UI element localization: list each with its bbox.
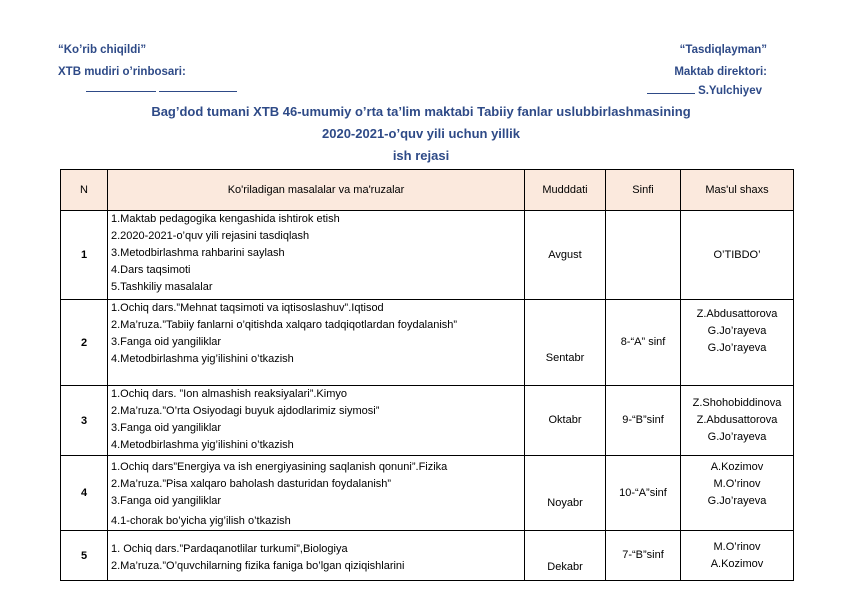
row-number: 1	[61, 211, 108, 300]
table-row	[61, 531, 794, 581]
row-topics	[108, 300, 525, 386]
director-label: Maktab direktori:	[674, 66, 767, 78]
row-number: 2	[61, 300, 108, 386]
row-responsible	[681, 300, 794, 386]
topic-item: 3.Fanga oid yangiliklar	[111, 422, 222, 434]
responsible-person: M.O’rinov	[713, 478, 761, 490]
topic-item: 1.Maktab pedagogika kengashida ishtirok etish	[111, 213, 340, 225]
topic-item: 4.1-chorak bo’yicha yig’ilish o’tkazish	[111, 515, 291, 527]
responsible-person: G.Jo’rayeva	[707, 495, 767, 507]
row-class: 8-“A” sinf	[606, 300, 681, 386]
column-header-class: Sinfi	[606, 170, 681, 211]
approved-label: “Tasdiqlayman”	[679, 44, 767, 56]
reviewed-label: “Ko’rib chiqildi”	[58, 44, 147, 56]
topic-item: 4.Metodbirlashma yig’ilishini o’tkazish	[111, 353, 294, 365]
row-period: Avgust	[525, 211, 606, 300]
responsible-person: G.Jo’rayeva	[707, 431, 767, 443]
director-name: S.Yulchiyev	[698, 85, 762, 97]
row-responsible	[681, 456, 794, 531]
responsible-person: G.Jo’rayeva	[707, 342, 767, 354]
column-header-period: Mudddati	[525, 170, 606, 211]
responsible-person: Z.Abdusattorova	[696, 414, 778, 426]
row-class: 9-“B”sinf	[606, 386, 681, 456]
column-header-topics: Ko'riladigan masalalar va ma'ruzalar	[108, 170, 525, 211]
row-period: Oktabr	[525, 386, 606, 456]
table-row	[61, 211, 794, 300]
table-row	[61, 456, 794, 531]
row-class: 7-“B”sinf	[606, 531, 681, 581]
row-topics	[108, 386, 525, 456]
deputy-label: XTB mudiri o’rinbosari:	[58, 66, 186, 78]
topic-item: 3.Fanga oid yangiliklar	[111, 336, 222, 348]
table-row	[61, 300, 794, 386]
row-number: 4	[61, 456, 108, 531]
work-plan-table	[60, 169, 794, 581]
table-header-row	[61, 170, 794, 211]
row-number: 5	[61, 531, 108, 581]
topic-item: 4.Dars taqsimoti	[111, 264, 191, 276]
row-class	[606, 211, 681, 300]
topic-item: 3.Metodbirlashma rahbarini saylash	[111, 247, 285, 259]
row-responsible	[681, 211, 794, 300]
document-title-line3: ish rejasi	[392, 148, 450, 163]
topic-item: 4.Metodbirlashma yig’ilishini o’tkazish	[111, 439, 294, 451]
column-header-n: N	[61, 170, 108, 211]
responsible-person: M.O’rinov	[713, 540, 761, 553]
topic-item: 2.Ma’ruza.”O’rta Osiyodagi buyuk ajdodlarimiz siymosi”	[111, 405, 380, 417]
topic-item: 2.2020-2021-o’quv yili rejasini tasdiqlash	[111, 230, 310, 242]
topic-item: 2.Ma’ruza.”Pisa xalqaro baholash dasturidan foydalanish”	[111, 478, 392, 490]
row-number: 3	[61, 386, 108, 456]
topic-item: 5.Tashkiliy masalalar	[111, 281, 213, 293]
topic-item: 1.Ochiq dars”Energiya va ish energiyasining saqlanish qonuni”.Fizika	[111, 461, 448, 473]
responsible-person: Z.Abdusattorova	[696, 308, 778, 320]
row-topics	[108, 211, 525, 300]
row-topics	[108, 531, 525, 581]
responsible-person: G.Jo’rayeva	[707, 325, 767, 337]
topic-item: 2.Ma’ruza.”O’quvchilarning fizika faniga bo’lgan qiziqishlarini	[111, 560, 405, 572]
table-row	[61, 386, 794, 456]
topic-item: 1.Ochiq dars.”Mehnat taqsimoti va iqtisoslashuv”.Iqtisod	[111, 302, 384, 314]
responsible-person: O’TIBDO’	[713, 248, 761, 261]
row-period: Noyabr	[525, 456, 606, 531]
row-period: Sentabr	[525, 300, 606, 386]
director-signature	[647, 84, 762, 97]
column-header-responsible: Mas'ul shaxs	[681, 170, 794, 211]
row-class: 10-“A”sinf	[606, 456, 681, 531]
topic-item: 1.Ochiq dars. ”Ion almashish reaksiyalari”.Kimyo	[111, 388, 347, 400]
deputy-signature-line	[86, 82, 237, 95]
row-responsible	[681, 386, 794, 456]
row-topics	[108, 456, 525, 531]
topic-item: 3.Fanga oid yangiliklar	[111, 495, 222, 507]
responsible-person: Z.Shohobiddinova	[692, 397, 782, 409]
responsible-person: A.Kozimov	[710, 557, 764, 570]
topic-item: 2.Ma’ruza.”Tabiiy fanlarni o’qitishda xalqaro tadqiqotlardan foydalanish”	[111, 319, 458, 331]
document-title-line2: 2020-2021-o’quv yili uchun yillik	[322, 126, 520, 141]
topic-item: 1. Ochiq dars.”Pardaqanotlilar turkumi”,Biologiya	[111, 543, 348, 555]
document-title-line1: Bag’dod tumani XTB 46-umumiy o’rta ta’lim maktabi Tabiiy fanlar uslubbirlashmasining	[151, 104, 691, 119]
responsible-person: A.Kozimov	[710, 461, 764, 473]
row-responsible	[681, 531, 794, 581]
row-period: Dekabr	[525, 531, 606, 581]
